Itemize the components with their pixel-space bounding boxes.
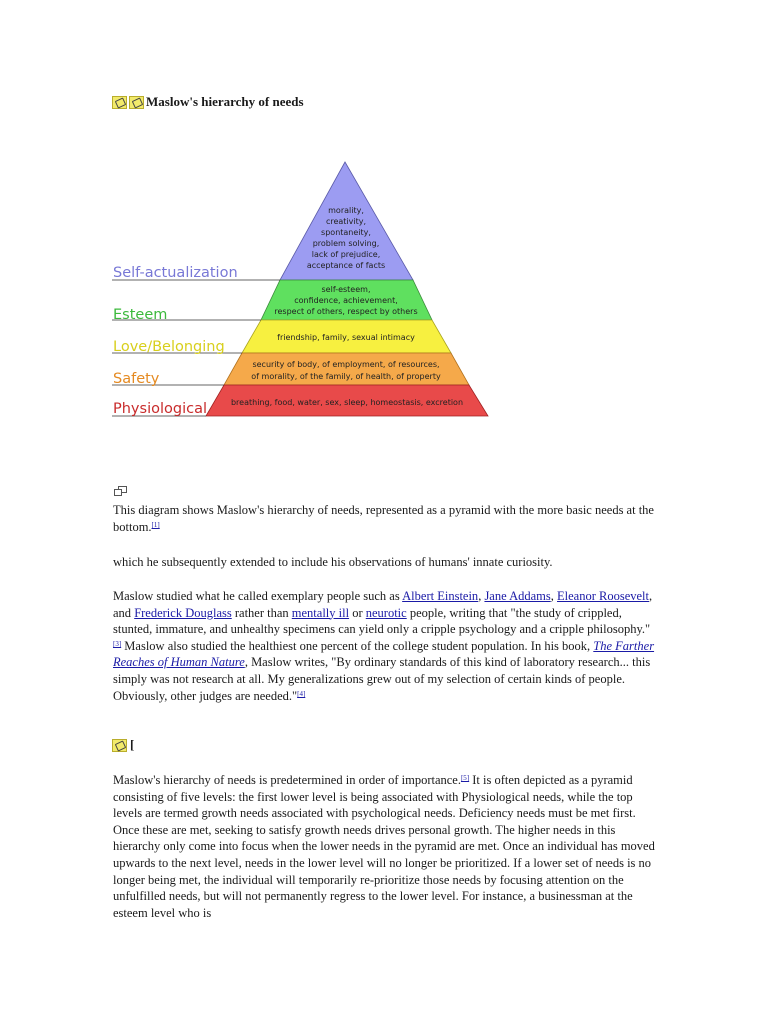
maslow-pyramid-figure bbox=[110, 158, 495, 423]
link-frederick-douglass[interactable]: Frederick Douglass bbox=[134, 605, 232, 620]
level-text: spontaneity, bbox=[321, 228, 371, 237]
citation-link[interactable]: [5] bbox=[460, 774, 470, 782]
level-label-love-belonging: Love/Belonging bbox=[113, 339, 225, 355]
citation-link[interactable]: [4] bbox=[297, 689, 306, 698]
level-text: confidence, achievement, bbox=[294, 296, 398, 305]
text-run: , and bbox=[113, 589, 653, 620]
level-text: breathing, food, water, sex, sleep, homeostasis, excretion bbox=[230, 398, 464, 407]
text-run: , bbox=[478, 589, 485, 603]
link-farther-reaches[interactable]: The Farther Reaches of Human Nature bbox=[113, 638, 655, 670]
level-label-physiological: Physiological bbox=[113, 401, 207, 417]
text-run: Maslow studied what he called exemplary people such as bbox=[113, 589, 403, 603]
section-title: Maslow's hierarchy of needs bbox=[146, 94, 304, 109]
link-albert-einstein[interactable]: Albert Einstein bbox=[402, 589, 479, 603]
section-heading bbox=[112, 94, 304, 110]
text-run: Maslow's hierarchy of needs is predetermined in order of importance. bbox=[113, 773, 461, 787]
enlarge-image-icon[interactable] bbox=[114, 486, 127, 496]
text-run: , Maslow writes, "By ordinary standards of this kind of laboratory research... this simply was not research at all. My generalizations grew out of my selection of certain kinds of people. Obviously, other judges are needed." bbox=[113, 655, 651, 703]
link-eleanor-roosevelt[interactable]: Eleanor Roosevelt bbox=[557, 589, 649, 603]
link-neurotic[interactable]: neurotic bbox=[365, 605, 407, 620]
text-run: Maslow also studied the healthiest one percent of the college student population. In his book, bbox=[121, 638, 594, 653]
level-text: of morality, of the family, of health, of property bbox=[251, 372, 441, 381]
sub-heading-text: [ bbox=[130, 737, 135, 752]
edit-section-icon[interactable] bbox=[112, 96, 127, 109]
paragraph bbox=[113, 772, 658, 921]
paragraph bbox=[113, 588, 658, 704]
text-run: people, writing that "the study of crippled, stunted, immature, and unhealthy specimens can yield only a cripple psychology and a cripple philosophy." bbox=[113, 605, 651, 637]
paragraph: which he subsequently extended to include his observations of humans' innate curiosity. bbox=[113, 555, 553, 569]
link-jane-addams[interactable]: Jane Addams bbox=[484, 589, 551, 603]
text-run: It is often depicted as a pyramid consisting of five levels: the first lower level is being associated with Physiological needs, while the top levels are termed growth needs associated with psychological needs. Deficiency needs must be met first. Once these are met, seeking to satisfy growth needs drives personal growth. The higher needs in this hierarchy only come into focus when the lower needs in the pyramid are met. Once an individual has moved upwards to the next level, needs in the lower level will no longer be prioritized. If a lower set of needs is no longer being met, the individual will temporarily re-prioritize those needs by focusing attention on the unfulfilled needs, but will not permanently regress to the lower level. For instance, a businessman at the esteem level who is bbox=[113, 773, 655, 920]
citation-link[interactable]: [3] bbox=[113, 639, 122, 648]
level-text: friendship, family, sexual intimacy bbox=[277, 333, 415, 342]
figure-caption bbox=[113, 502, 658, 535]
level-text: lack of prejudice, bbox=[311, 250, 381, 259]
level-text: self-esteem, bbox=[321, 285, 371, 294]
citation-link[interactable]: [1] bbox=[151, 520, 160, 529]
sub-heading bbox=[112, 737, 134, 753]
text-run: , bbox=[550, 589, 557, 603]
edit-section-icon[interactable] bbox=[129, 96, 144, 109]
edit-section-icon[interactable] bbox=[112, 739, 127, 752]
level-text: problem solving, bbox=[312, 239, 380, 248]
text-run: rather than bbox=[231, 605, 292, 620]
text-run: or bbox=[349, 605, 366, 620]
level-label-safety: Safety bbox=[113, 371, 160, 387]
level-label-self-actualization: Self-actualization bbox=[113, 265, 238, 281]
level-text: creativity, bbox=[325, 217, 367, 226]
link-mentally-ill[interactable]: mentally ill bbox=[291, 605, 350, 620]
level-label-esteem: Esteem bbox=[113, 307, 168, 323]
level-text: respect of others, respect by others bbox=[274, 307, 418, 316]
level-text: acceptance of facts bbox=[306, 261, 386, 270]
caption-text: This diagram shows Maslow's hierarchy of needs, represented as a pyramid with the more basic needs at the bottom. bbox=[113, 503, 654, 534]
level-text: security of body, of employment, of resources, bbox=[252, 360, 440, 369]
level-text: morality, bbox=[328, 206, 364, 215]
